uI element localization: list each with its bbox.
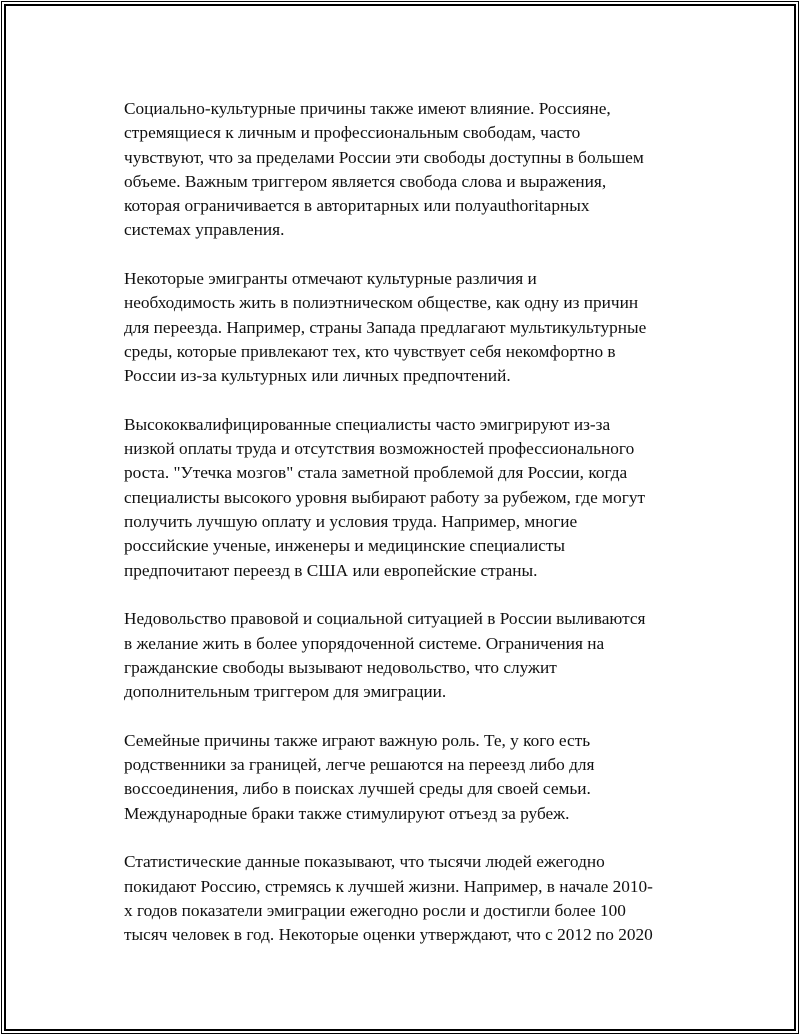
text-line: в желание жить в более упорядоченной системе. Ограничения на bbox=[124, 633, 605, 653]
paragraph-2 bbox=[124, 267, 694, 388]
text-line: гражданские свободы вызывают недовольство, что служит bbox=[124, 657, 557, 677]
paragraph-3 bbox=[124, 413, 694, 583]
text-line: низкой оплаты труда и отсутствия возможностей профессионального bbox=[124, 439, 635, 459]
text-line: тысяч человек в год. Некоторые оценки утверждают, что с 2012 по 2020 bbox=[124, 925, 653, 945]
text-line: Недовольство правовой и социальной ситуацией в России выливаются bbox=[124, 609, 646, 629]
text-line: России из-за культурных или личных предпочтений. bbox=[124, 366, 511, 386]
text-line: чувствуют, что за пределами России эти свободы доступны в большем bbox=[124, 147, 644, 167]
paragraph-5 bbox=[124, 729, 694, 826]
text-line: воссоединения, либо в поисках лучшей среды для своей семьи. bbox=[124, 779, 591, 799]
text-line: роста. "Утечка мозгов" стала заметной проблемой для России, когда bbox=[124, 463, 628, 483]
paragraph-4 bbox=[124, 607, 694, 704]
text-line: для переезда. Например, страны Запада предлагают мультикультурные bbox=[124, 317, 647, 337]
document-body bbox=[124, 97, 694, 972]
text-line: специалисты высокого уровня выбирают работу за рубежом, где могут bbox=[124, 487, 646, 507]
text-line: Некоторые эмигранты отмечают культурные различия и bbox=[124, 269, 537, 289]
text-line: Международные браки также стимулируют отъезд за рубеж. bbox=[124, 803, 570, 823]
paragraph-6 bbox=[124, 850, 694, 947]
text-line: российские ученые, инженеры и медицинские специалисты bbox=[124, 536, 566, 556]
text-line: родственники за границей, легче решаются на переезд либо для bbox=[124, 755, 595, 775]
text-line: системах управления. bbox=[124, 220, 285, 240]
text-line: среды, которые привлекают тех, кто чувствует себя некомфортно в bbox=[124, 341, 616, 361]
text-line: объеме. Важным триггером является свобода слова и выражения, bbox=[124, 171, 607, 191]
text-line: получить лучшую оплату и условия труда. Например, многие bbox=[124, 512, 578, 532]
text-line: покидают Россию, стремясь к лучшей жизни. Например, в начале 2010- bbox=[124, 876, 653, 896]
text-line: х годов показатели эмиграции ежегодно росли и достигли более 100 bbox=[124, 900, 626, 920]
page-frame bbox=[4, 4, 796, 1031]
paragraph-1 bbox=[124, 97, 694, 243]
text-line: Высококвалифицированные специалисты часто эмигрируют из-за bbox=[124, 414, 611, 434]
text-line: Семейные причины также играют важную роль. Те, у кого есть bbox=[124, 730, 591, 750]
text-line: Социально-культурные причины также имеют влияние. Россияне, bbox=[124, 99, 611, 118]
text-line: дополнительным триггером для эмиграции. bbox=[124, 682, 447, 702]
text-line: предпочитают переезд в США или европейские страны. bbox=[124, 560, 538, 580]
text-line: необходимость жить в полиэтническом обществе, как одну из причин bbox=[124, 293, 639, 313]
text-line: Статистические данные показывают, что тысячи людей ежегодно bbox=[124, 852, 605, 872]
text-line: которая ограничивается в авторитарных или полуauthoritарных bbox=[124, 196, 590, 216]
text-line: стремящиеся к личным и профессиональным свободам, часто bbox=[124, 123, 581, 143]
